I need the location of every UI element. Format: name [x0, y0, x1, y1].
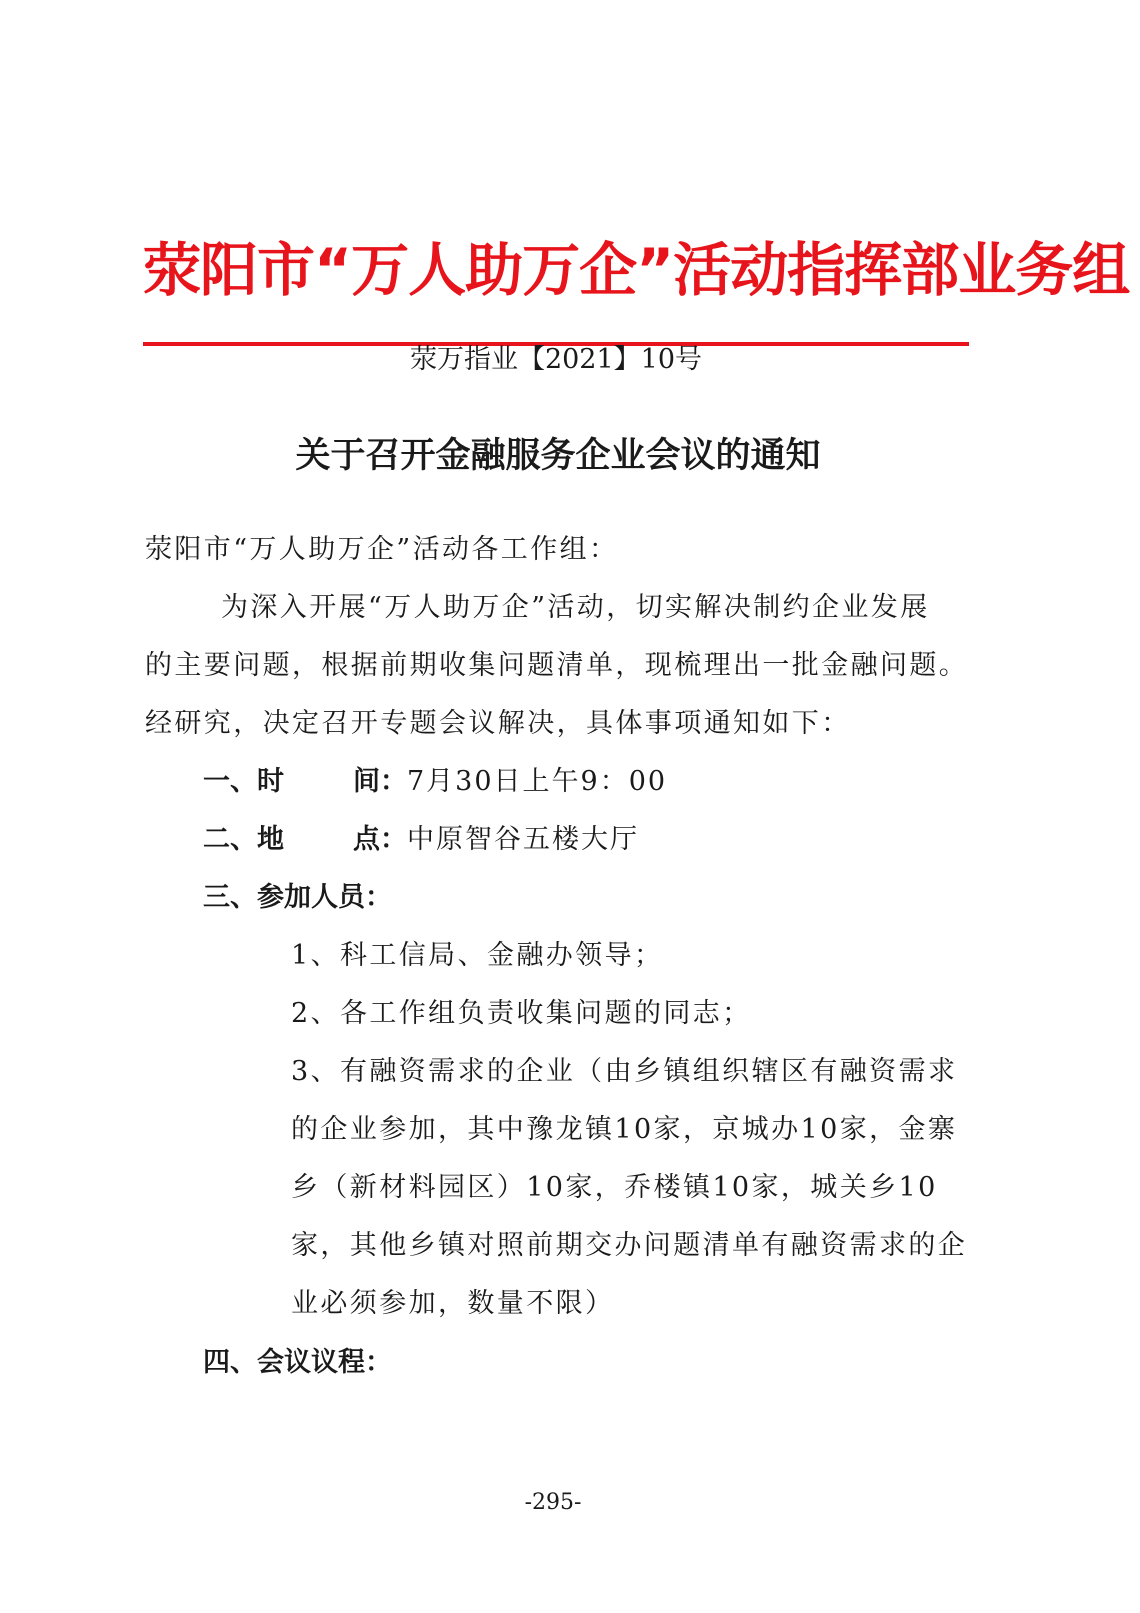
participant-1: 1、科工信局、金融办领导；	[291, 940, 664, 971]
item-participants-label: 三、参加人员：	[203, 882, 392, 913]
page-number: -295-	[524, 1490, 582, 1515]
participant-3-line-3: 乡（新材料园区）10家，乔楼镇10家，城关乡10	[291, 1172, 938, 1203]
item-place	[203, 820, 639, 860]
participant-3: 3、有融资需求的企业（由乡镇组织辖区有融资需求	[291, 1056, 958, 1087]
issuing-organization-title: 荥阳市“万人助万企”活动指挥部业务组	[143, 236, 1130, 304]
participant-3-line-2: 的企业参加，其中豫龙镇10家，京城办10家，金寨	[291, 1114, 958, 1145]
item-place-value: 中原智谷五楼大厅	[407, 824, 639, 855]
item-place-label-a: 二、地	[203, 824, 284, 855]
participant-2: 2、各工作组负责收集问题的同志；	[291, 998, 752, 1029]
item-time	[203, 762, 667, 802]
item-time-label-b: 间：	[353, 766, 407, 797]
item-agenda-label: 四、会议议程：	[203, 1347, 392, 1378]
notice-title: 关于召开金融服务企业会议的通知	[295, 436, 821, 476]
item-time-value: 7月30日上午9：00	[407, 766, 668, 797]
item-time-label-a: 一、时	[203, 766, 284, 797]
item-participants	[203, 878, 392, 918]
intro-line-3: 经研究，决定召开专题会议解决，具体事项通知如下：	[145, 708, 851, 739]
intro-line-2: 的主要问题，根据前期收集问题清单，现梳理出一批金融问题。	[145, 650, 969, 681]
item-place-label-b: 点：	[353, 824, 407, 855]
participant-3-line-5: 业必须参加，数量不限）	[291, 1288, 615, 1319]
document-number: 荥万指业【2021】10号	[409, 344, 703, 375]
item-agenda	[203, 1343, 392, 1383]
intro-line-1: 为深入开展“万人助万企”活动，切实解决制约企业发展	[221, 592, 930, 623]
salutation: 荥阳市“万人助万企”活动各工作组：	[145, 534, 619, 565]
participant-3-line-4: 家，其他乡镇对照前期交办问题清单有融资需求的企	[291, 1230, 968, 1261]
